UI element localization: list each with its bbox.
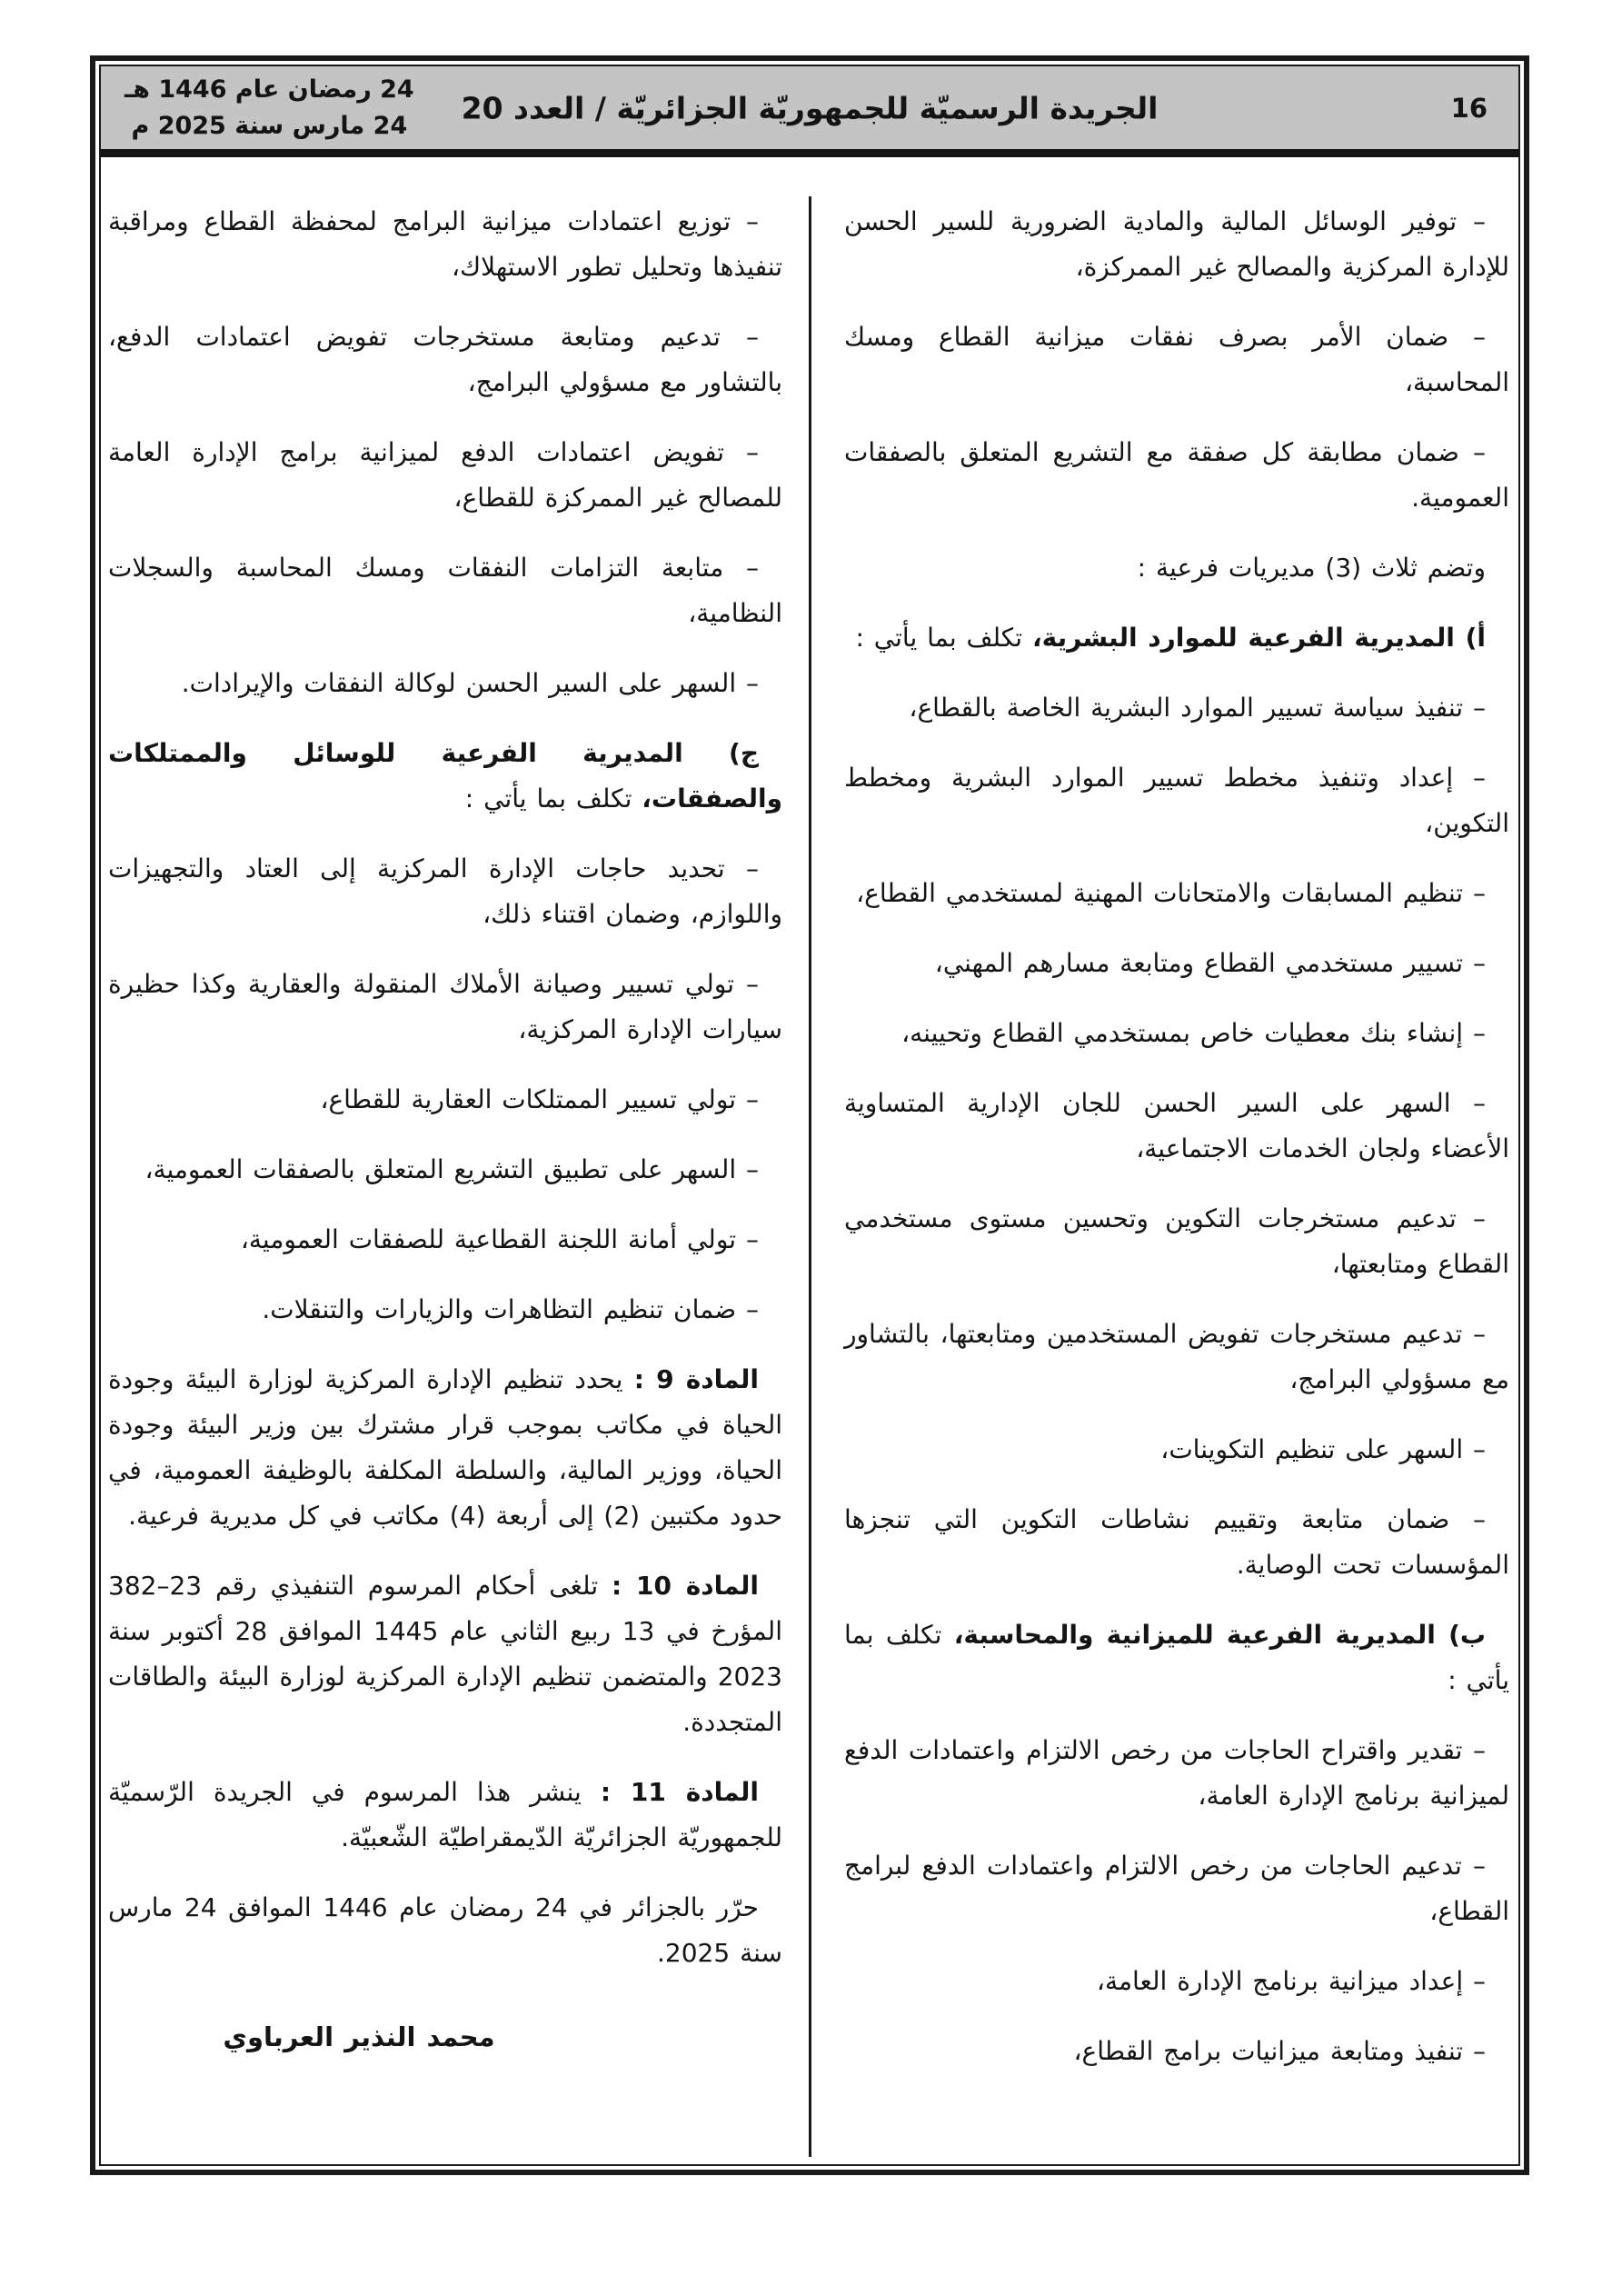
list-item: – متابعة التزامات النفقات ومسك المحاسبة والسجلات النظامية، <box>108 553 782 628</box>
list-item: – إعداد وتنفيذ مخطط تسيير الموارد البشرية ومخطط التكوين، <box>844 763 1509 838</box>
list-item: – السهر على تنظيم التكوينات، <box>1160 1434 1486 1464</box>
gregorian-date: 24 مارس سنة 2025 م <box>131 111 408 140</box>
column-right <box>810 157 1518 2164</box>
list-item: – ضمان مطابقة كل صفقة مع التشريع المتعلق بالصفقات العمومية. <box>844 437 1509 513</box>
list-item: – ضمان متابعة وتقييم نشاطات التكوين التي تنجزها المؤسسات تحت الوصاية. <box>844 1504 1509 1580</box>
list-item: – تولي أمانة اللجنة القطاعية للصفقات العمومية، <box>240 1224 759 1254</box>
article-paragraph: المادة 9 : يحدد تنظيم الإدارة المركزية لوزارة البيئة وجودة الحياة في مكاتب بموجب قرار مشترك بين وزير البيئة وجودة الحياة، ووزير المالية، والسلطة المكلفة بالوظيفة العمومية، في حدود مكتبين (2) إلى أربعة (4) مكاتب في كل مديرية فرعية. <box>108 1364 782 1531</box>
intro-paragraph: وتضم ثلاث (3) مديريات فرعية : <box>1137 553 1486 583</box>
list-item: – تنفيذ سياسة تسيير الموارد البشرية الخاصة بالقطاع، <box>909 693 1486 723</box>
column-left <box>101 157 810 2164</box>
list-item: – تنظيم المسابقات والامتحانات المهنية لمستخدمي القطاع، <box>856 878 1486 908</box>
list-item: – تدعيم ومتابعة مستخرجات تفويض اعتمادات الدفع، بالتشاور مع مسؤولي البرامج، <box>108 322 782 397</box>
section-heading: ج) المديرية الفرعية للوسائل والممتلكات والصفقات، تكلف بما يأتي : <box>108 738 782 814</box>
bold-lead: المادة 10 : <box>612 1571 759 1601</box>
bold-lead: ب) المديرية الفرعية للميزانية والمحاسبة، <box>953 1620 1486 1650</box>
list-item: – السهر على السير الحسن للجان الإدارية المتساوية الأعضاء ولجان الخدمات الاجتماعية، <box>844 1088 1509 1163</box>
list-item: – تدعيم مستخرجات تفويض المستخدمين ومتابعتها، بالتشاور مع مسؤولي البرامج، <box>844 1319 1509 1394</box>
list-item: – تسيير مستخدمي القطاع ومتابعة مسارهم المهني، <box>934 948 1486 978</box>
bold-lead: المادة 11 : <box>600 1777 760 1807</box>
page-frame-inner <box>99 65 1520 2166</box>
article-paragraph: المادة 11 : ينشر هذا المرسوم في الجريدة الرّسميّة للجمهوريّة الجزائريّة الدّيمقراطيّة الشّعبيّة. <box>108 1777 782 1852</box>
bold-lead: المادة 9 : <box>633 1364 759 1394</box>
list-item: – تولي تسيير الممتلكات العقارية للقطاع، <box>320 1084 759 1114</box>
list-item: – توفير الوسائل المالية والمادية الضرورية للسير الحسن للإدارة المركزية والمصالح غير الممركزة، <box>844 206 1509 282</box>
list-item: – السهر على السير الحسن لوكالة النفقات والإيرادات. <box>181 668 759 698</box>
list-item: – ضمان الأمر بصرف نفقات ميزانية القطاع ومسك المحاسبة، <box>844 322 1509 397</box>
hijri-date: 24 رمضان عام 1446 هـ <box>124 75 414 104</box>
bold-lead: أ) المديرية الفرعية للموارد البشرية، <box>1031 623 1486 653</box>
page-frame <box>90 55 1529 2175</box>
list-item: – تدعيم مستخرجات التكوين وتحسين مستوى مستخدمي القطاع ومتابعتها، <box>844 1203 1509 1279</box>
section-heading: ب) المديرية الفرعية للميزانية والمحاسبة، تكلف بما يأتي : <box>844 1620 1509 1695</box>
column-divider <box>809 196 811 2157</box>
list-item: – إعداد ميزانية برنامج الإدارة العامة، <box>1096 1966 1486 1996</box>
header-dates <box>124 72 414 145</box>
list-item: – السهر على تطبيق التشريع المتعلق بالصفقات العمومية، <box>144 1154 759 1184</box>
list-item: – تدعيم الحاجات من رخص الالتزام واعتمادات الدفع لبرامج القطاع، <box>844 1851 1509 1926</box>
list-item: – إنشاء بنك معطيات خاص بمستخدمي القطاع وتحيينه، <box>901 1018 1486 1048</box>
list-item: – تنفيذ ومتابعة ميزانيات برامج القطاع، <box>1073 2036 1486 2066</box>
list-item: – تفويض اعتمادات الدفع لميزانية برامج الإدارة العامة للمصالح غير الممركزة للقطاع، <box>108 437 782 513</box>
page-number: 16 <box>1450 92 1488 124</box>
page-content <box>101 157 1518 2164</box>
list-item: – ضمان تنظيم التظاهرات والزيارات والتنقلات. <box>262 1294 759 1324</box>
list-item: – تولي تسيير وصيانة الأملاك المنقولة والعقارية وكذا حظيرة سيارات الإدارة المركزية، <box>108 969 782 1044</box>
header-band <box>101 66 1518 157</box>
signature: محمد النذير العرباوي <box>223 2021 495 2052</box>
section-heading: أ) المديرية الفرعية للموارد البشرية، تكلف بما يأتي : <box>855 623 1486 653</box>
paragraph: حرّر بالجزائر في 24 رمضان عام 1446 الموافق 24 مارس سنة 2025. <box>108 1892 782 1968</box>
bold-lead: ج) المديرية الفرعية للوسائل والممتلكات والصفقات، <box>108 738 782 814</box>
gazette-title: الجريدة الرسميّة للجمهوريّة الجزائريّة / العدد 20 <box>461 90 1159 125</box>
list-item: – توزيع اعتمادات ميزانية البرامج لمحفظة القطاع ومراقبة تنفيذها وتحليل تطور الاستهلاك، <box>108 206 782 282</box>
list-item: – تحديد حاجات الإدارة المركزية إلى العتاد والتجهيزات واللوازم، وضمان اقتناء ذلك، <box>108 854 782 929</box>
list-item: – تقدير واقتراح الحاجات من رخص الالتزام واعتمادات الدفع لميزانية برنامج الإدارة العامة، <box>844 1735 1509 1811</box>
article-paragraph: المادة 10 : تلغى أحكام المرسوم التنفيذي رقم 23–382 المؤرخ في 13 ربيع الثاني عام 1445 الموافق 28 أكتوبر سنة 2023 والمتضمن تنظيم الإدارة المركزية لوزارة البيئة والطاقات المتجددة. <box>108 1571 782 1737</box>
